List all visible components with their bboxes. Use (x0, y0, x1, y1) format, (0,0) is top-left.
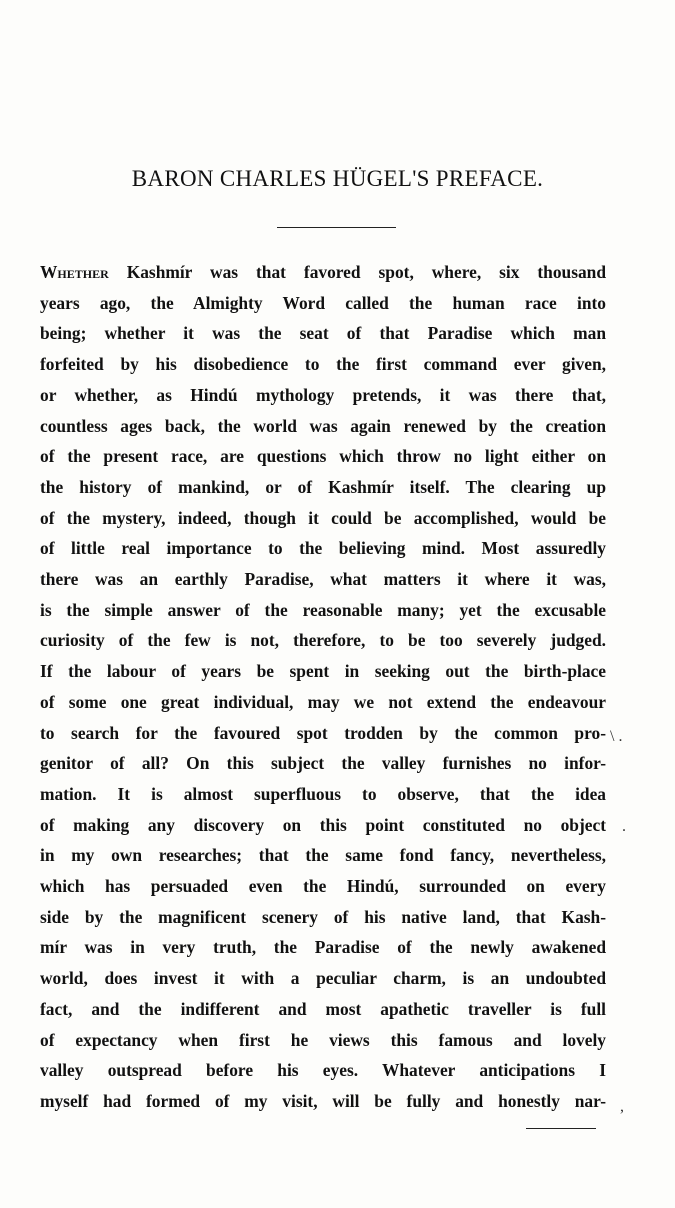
text-line: in my own researches; that the same fond fancy, nevertheless, (40, 845, 606, 866)
text-line: of expectancy when first he views this famous and lovely (40, 1029, 606, 1050)
text-line: forfeited by his disobedience to the first command ever given, (40, 354, 606, 375)
catchword-rule (526, 1128, 596, 1129)
text-line: years ago, the Almighty Word called the human race into (40, 292, 606, 313)
text-line: fact, and the indifferent and most apathetic traveller is full (40, 998, 606, 1019)
text-line: to search for the favoured spot trodden by the common pro- (40, 722, 606, 743)
margin-comma: , (620, 1098, 624, 1115)
text-line: or whether, as Hindú mythology pretends, it was there that, (40, 384, 606, 405)
text-line: countless ages back, the world was again renewed by the creation (40, 415, 606, 436)
margin-dot: . (622, 818, 626, 835)
text-line: mír was in very truth, the Paradise of the newly awakened (40, 937, 606, 958)
text-line: genitor of all? On this subject the valley furnishes no infor- (40, 753, 606, 774)
text-line: If the labour of years be spent in seeking out the birth-place (40, 661, 606, 682)
margin-mark: \ . (610, 728, 623, 745)
text-line: mation. It is almost superfluous to observe, that the idea (40, 783, 606, 804)
text-line: curiosity of the few is not, therefore, to be too severely judged. (40, 630, 606, 651)
text-line: being; whether it was the seat of that Paradise which man (40, 323, 606, 344)
text-line: the history of mankind, or of Kashmír itself. The clearing up (40, 476, 606, 497)
text-line: valley outspread before his eyes. Whatever anticipations I (40, 1060, 606, 1081)
text-line (40, 257, 606, 288)
text-line: of little real importance to the believing mind. Most assuredly (40, 538, 606, 559)
text-line: is the simple answer of the reasonable many; yet the excusable (40, 599, 606, 620)
title-rule (277, 227, 396, 228)
text-line: of the mystery, indeed, though it could be accomplished, would be (40, 507, 606, 528)
text-line: myself had formed of my visit, will be fully and honestly nar- (40, 1090, 606, 1111)
text-line: there was an earthly Paradise, what matters it where it was, (40, 569, 606, 590)
text-line: of the present race, are questions which throw no light either on (40, 446, 606, 467)
text-line-content: Kashmír was that favored spot, where, six thousand (108, 262, 606, 282)
text-line: of some one great individual, may we not extend the endeavour (40, 691, 606, 712)
page-title: BARON CHARLES HÜGEL'S PREFACE. (131, 166, 544, 191)
text-line: world, does invest it with a peculiar charm, is an undoubted (40, 968, 606, 989)
opening-word: Whether (40, 262, 109, 282)
text-line: of making any discovery on this point constituted no object (40, 814, 606, 835)
text-line: side by the magnificent scenery of his native land, that Kash- (40, 906, 606, 927)
preface-paragraph (40, 257, 606, 1117)
text-line: which has persuaded even the Hindú, surrounded on every (40, 876, 606, 897)
